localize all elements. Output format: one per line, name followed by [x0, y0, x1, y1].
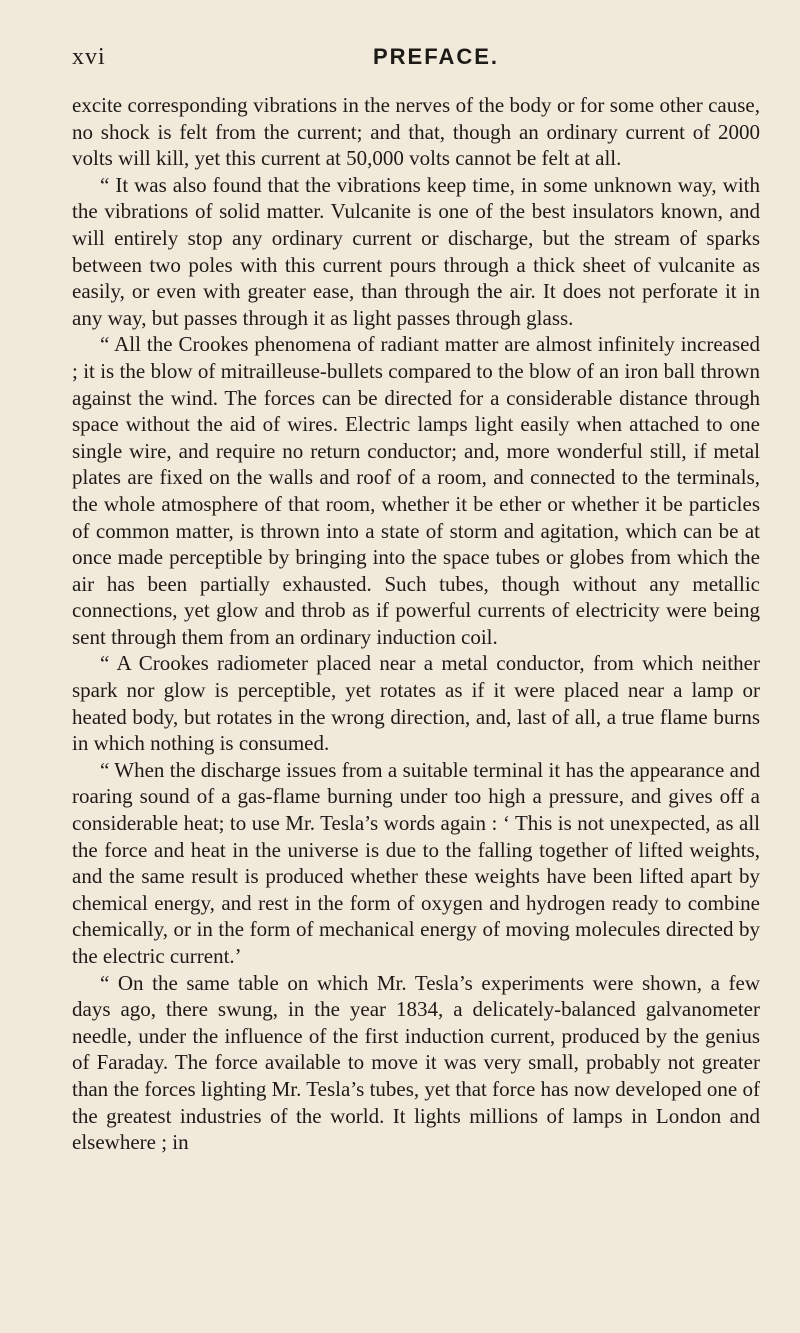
- paragraph-discharge: “ When the discharge issues from a suitable terminal it has the appearance and roaring sound of a gas-flame burning under too high a pressure, and gives off a considerable heat; to use Mr. Tesla’s words again : ‘ This is not unexpected, as all the force and heat in the universe is due to the falling together of lifted weights, and the same result is produced whether these weights have been lifted apart by chemical energy, and rest in the form of oxygen and hydrogen ready to combine chemically, or in the form of mechanical energy of moving molecules directed by the electric current.’: [72, 757, 760, 968]
- paragraph-radiometer: “ A Crookes radiometer placed near a metal conductor, from which neither spark nor glow is perceptible, yet rotates as if it were placed near a lamp or heated body, but rotates in the wrong direction, and, last of all, a true flame burns in which nothing is consumed.: [72, 651, 760, 756]
- paragraph-faraday: “ On the same table on which Mr. Tesla’s experiments were shown, a few days ago, there swung, in the year 1834, a delicately-balanced galvanometer needle, under the influence of the first induction current, produced by the genius of Faraday. The force available to move it was very small, probably not greater than the forces lighting Mr. Tesla’s tubes, yet that force has now developed one of the greatest industries of the world. It lights millions of lamps in London and elsewhere ; in: [72, 970, 760, 1155]
- running-head: [72, 44, 760, 74]
- paragraph-vulcanite: “ It was also found that the vibrations keep time, in some unknown way, with the vibrations of solid matter. Vulcanite is one of the best insulators known, and will entirely stop any ordinary current or discharge, but the stream of sparks between two poles with this current pours through a thick sheet of vulcanite as easily, or even with greater ease, than through the air. It does not perforate it in any way, but passes through it as light passes through glass.: [72, 172, 760, 330]
- paragraph-continued: excite corresponding vibrations in the nerves of the body or for some other cause, no shock is felt from the current; and that, though an ordinary current of 2000 volts will kill, yet this current at 50,000 volts cannot be felt at all.: [72, 93, 760, 171]
- paragraph-crookes-phenomena: “ All the Crookes phenomena of radiant matter are almost infinitely increased ; it is the blow of mitrailleuse-bullets compared to the blow of an iron ball thrown against the wind. The forces can be directed for a considerable distance through space without the aid of wires. Electric lamps light easily when attached to one single wire, and require no return conductor; and, more wonderful still, if metal plates are fixed on the walls and roof of a room, and connected to the terminals, the whole atmosphere of that room, whether it be ether or whether it be particles of common matter, is thrown into a state of storm and agitation, which can be at once made perceptible by bringing into the space tubes or globes from which the air has been partially exhausted. Such tubes, though without any metallic connections, yet glow and throb as if powerful currents of electricity were being sent through them from an ordinary induction coil.: [72, 332, 760, 649]
- running-title: PREFACE.: [372, 44, 500, 69]
- page-number: xvi: [72, 44, 106, 70]
- body-text: [72, 92, 760, 1156]
